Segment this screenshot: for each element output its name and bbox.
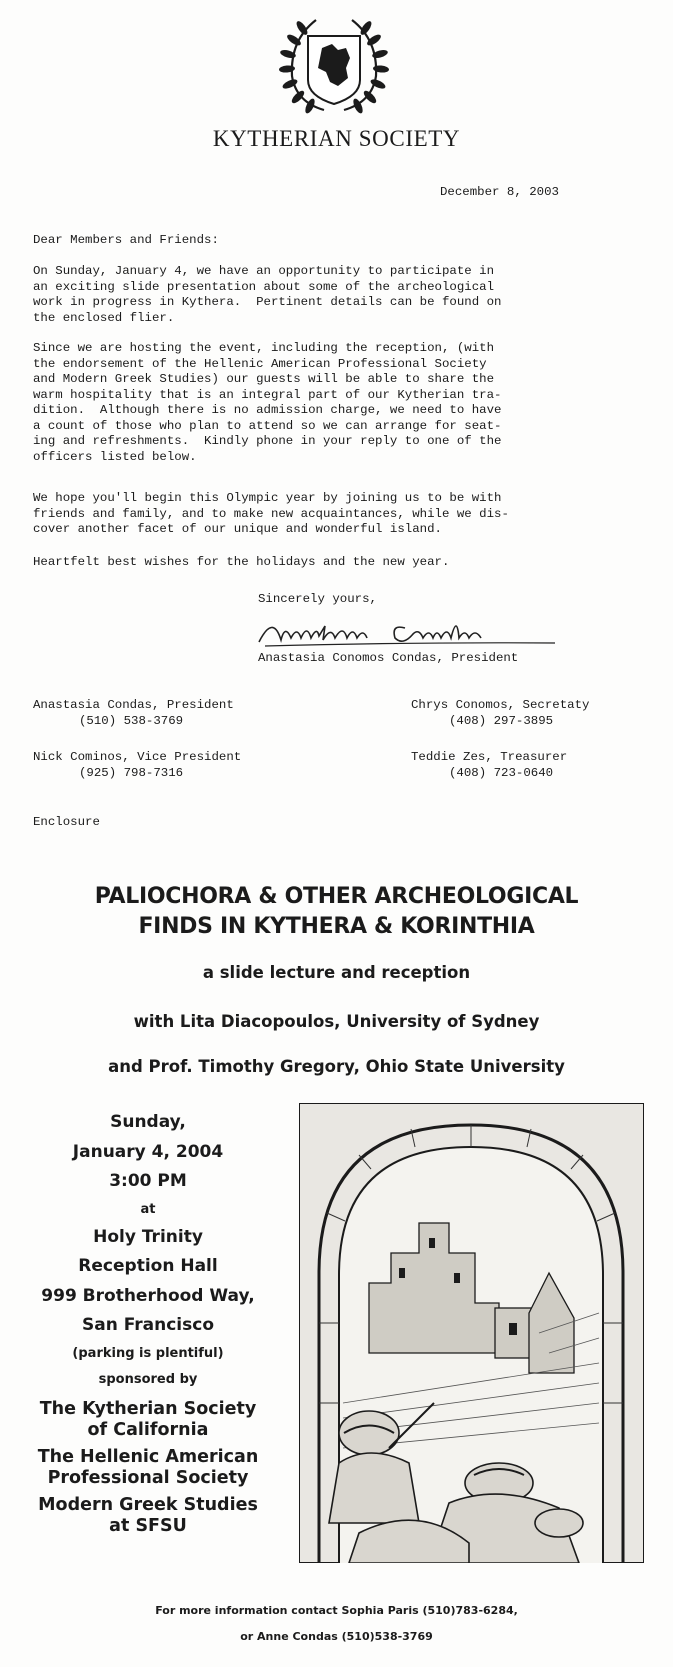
speaker-1: with Lita Diacopoulos, University of Sydney	[133, 1012, 540, 1031]
sponsored-by: sponsored by	[98, 1371, 198, 1387]
speaker-2: and Prof. Timothy Gregory, Ohio State University	[108, 1057, 565, 1076]
sponsor-3-line-1: Modern Greek Studies	[38, 1494, 258, 1515]
officer-phone: (925) 798-7316	[79, 765, 184, 780]
sponsor-1-line-2: of California	[87, 1419, 209, 1440]
venue-street: 999 Brotherhood Way,	[41, 1285, 255, 1306]
society-name: KYTHERIAN SOCIETY	[212, 126, 461, 151]
officer-name: Anastasia Condas, President	[33, 698, 234, 712]
event-date: January 4, 2004	[72, 1141, 224, 1162]
paragraph-3: We hope you'll begin this Olympic year by joining us to be with friends and family, and to make new acquaintances, while we dis- cover another facet of our unique and wonderful island.	[33, 491, 509, 536]
parking-note: (parking is plentiful)	[72, 1345, 224, 1361]
officer-president	[33, 698, 333, 729]
kytherian-society-logo	[272, 6, 396, 120]
flier-title-line-2: FINDS IN KYTHERA & KORINTHIA	[138, 914, 535, 939]
sponsor-2	[0, 1447, 296, 1489]
paragraph-2: Since we are hosting the event, including the reception, (with the endorsement of the Hellenic American Professional Society and Modern Greek Studies) our guests will be able to share the warm hospitality that is an integral part of our Kytherian tra- dition. Although there is no admission charge, we need to have a count of those who plan to attend so we can arrange for seat- ing and refreshments. Kindly phone in your reply to one of the officers listed below.	[33, 341, 502, 464]
event-time: 3:00 PM	[109, 1171, 187, 1191]
officer-phone: (408) 723-0640	[449, 765, 554, 780]
venue-line-1: Holy Trinity	[93, 1226, 203, 1247]
sponsor-3-line-2: at SFSU	[109, 1515, 187, 1536]
venue-city: San Francisco	[82, 1315, 214, 1335]
officer-name: Teddie Zes, Treasurer	[411, 750, 568, 764]
officer-treasurer	[411, 750, 673, 781]
officer-vice-president	[33, 750, 333, 781]
contact-line-1: For more information contact Sophia Paris (510)783-6284,	[155, 1604, 518, 1617]
closing: Sincerely yours,	[258, 592, 377, 606]
flier-title	[0, 882, 673, 942]
handwritten-signature	[255, 612, 575, 652]
event-at: at	[140, 1201, 156, 1217]
contact-info	[0, 1598, 673, 1650]
enclosure-note: Enclosure	[33, 815, 100, 829]
sponsor-2-line-2: Professional Society	[47, 1467, 249, 1488]
officer-name: Chrys Conomos, Secretaty	[411, 698, 590, 712]
sponsor-1-line-1: The Kytherian Society	[39, 1398, 257, 1419]
signer-name: Anastasia Conomos Condas, President	[258, 651, 519, 665]
sponsor-2-line-1: The Hellenic American	[37, 1446, 259, 1467]
officer-secretary	[411, 698, 673, 729]
event-day: Sunday,	[110, 1112, 186, 1132]
paragraph-4: Heartfelt best wishes for the holidays and the new year.	[33, 555, 450, 569]
event-details	[0, 1108, 296, 1541]
letter-date: December 8, 2003	[440, 185, 559, 199]
sponsor-3	[0, 1495, 296, 1537]
officer-name: Nick Cominos, Vice President	[33, 750, 242, 764]
paragraph-1: On Sunday, January 4, we have an opportunity to participate in an exciting slide presentation about some of the archeological work in progress in Kythera. Pertinent details can be found on the enclosed flier.	[33, 264, 502, 325]
officer-phone: (510) 538-3769	[79, 713, 184, 728]
officer-phone: (408) 297-3895	[449, 713, 554, 728]
flier-title-line-1: PALIOCHORA & OTHER ARCHEOLOGICAL	[94, 884, 579, 909]
sponsor-1	[0, 1399, 296, 1441]
contact-line-2: or Anne Condas (510)538-3769	[240, 1630, 433, 1643]
paliochora-illustration	[299, 1103, 644, 1563]
salutation: Dear Members and Friends:	[33, 233, 219, 247]
flier-subtitle: a slide lecture and reception	[202, 963, 471, 982]
venue-line-2: Reception Hall	[78, 1256, 218, 1276]
